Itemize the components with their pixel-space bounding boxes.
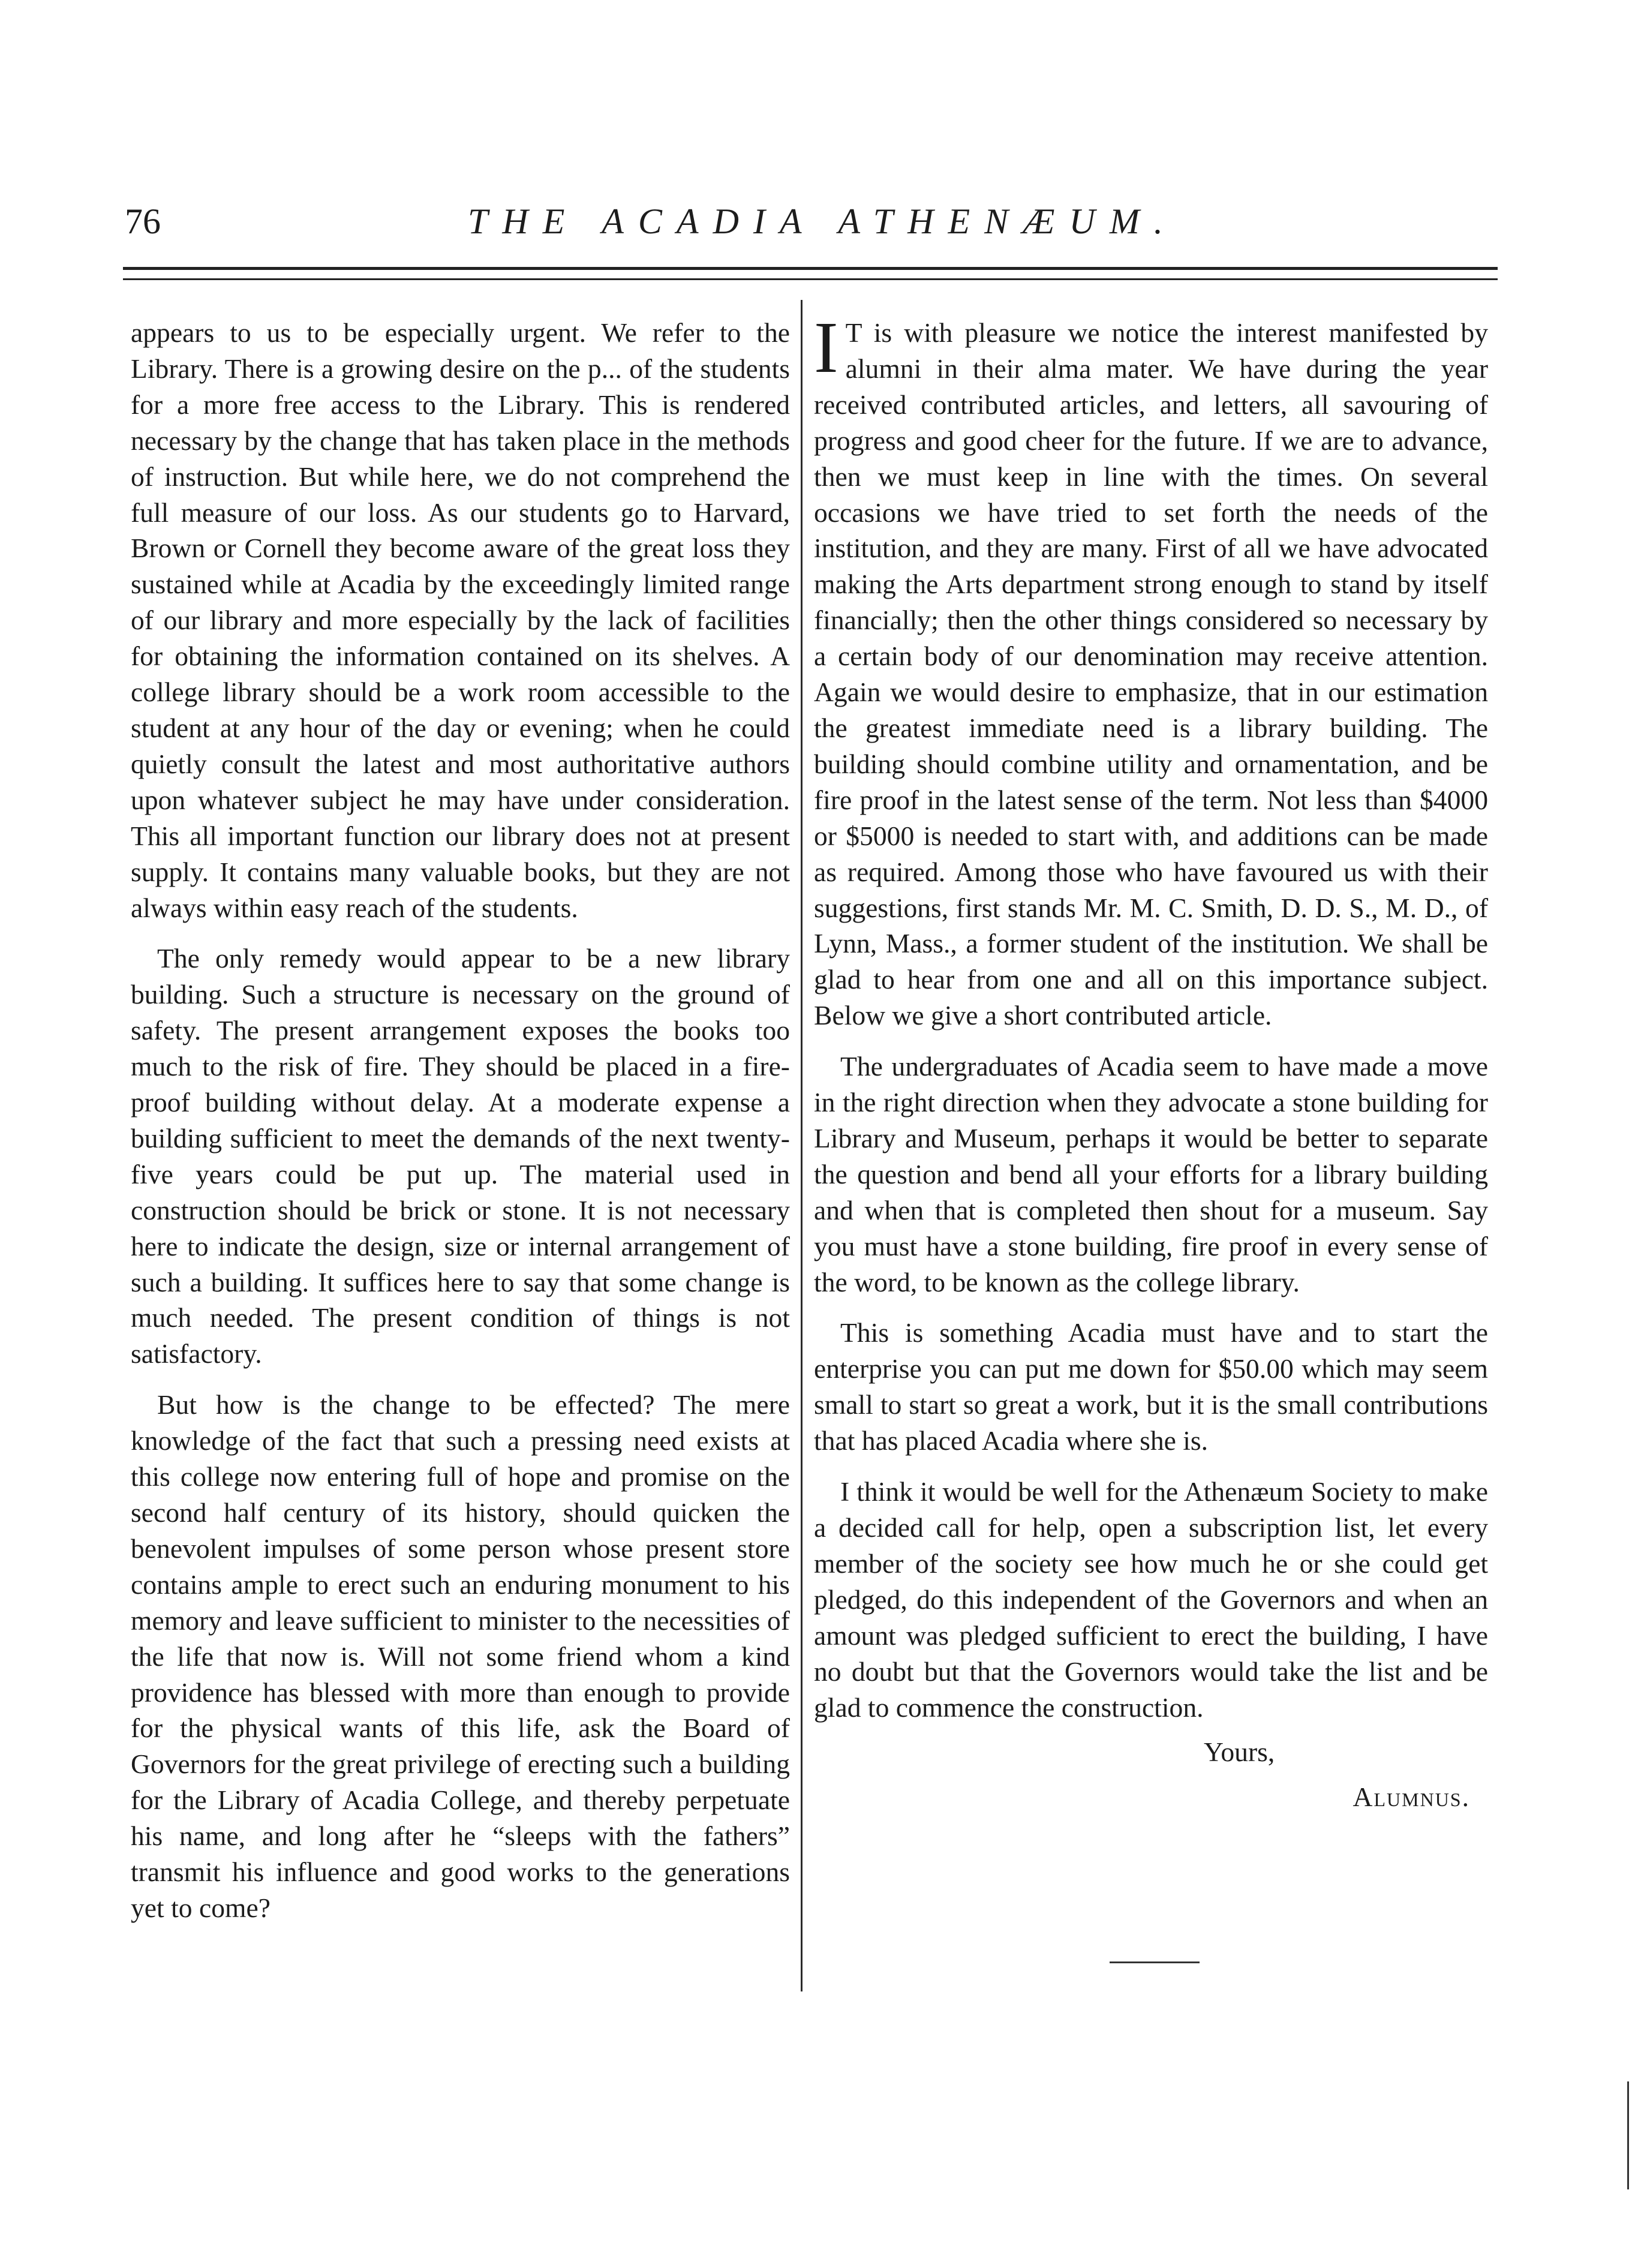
right-paragraph-1-text: T is with pleasure we notice the interest manifested by alumni in their alma mater. We have during the year received contributed articles, and letters, all savouring of progress and good cheer for the future. If we are to advance, then we must keep in line with the times. On several occasions we have tried to set forth the needs of the institution, and they are many. First of all we have advocated making the Arts department strong enough to stand by itself financially; then the other things considered so necessary by a certain body of our denomination may receive attention. Again we would desire to emphasize, that in our estimation the greatest immediate need is a library building. The building should combine utility and ornamentation, and be fire proof in the latest sense of the term. Not less than $4000 or $5000 is needed to start with, and additions can be made as required. Among those who have favoured us with their suggestions, first stands Mr. M. C. Smith, D. D. S., M. D., of Lynn, Mass., a former student of the institution. We shall be glad to hear from one and all on this importance subject. Below we give a short contributed article. bbox=[814, 317, 1488, 1031]
column-divider bbox=[801, 300, 803, 1991]
header-rule-thin bbox=[123, 278, 1498, 280]
letter-closing: Yours, bbox=[1204, 1737, 1275, 1768]
right-column bbox=[814, 307, 1488, 1848]
right-paragraph-2: The undergraduates of Acadia seem to have made a move in the right direction when they advocate a stone building for Library and Museum, perhaps it would be better to separate the question and bend all your efforts for a library building and when that is completed then shout for a museum. Say you must have a stone building, fire proof in every sense of the word, to be known as the college library. bbox=[814, 1051, 1488, 1297]
left-paragraph-2: The only remedy would appear to be a new library building. Such a structure is necessary on the ground of safety. The present arrangement exposes the books too much to the risk of fire. They should be placed in a fire-proof building without delay. At a moderate expense a building sufficient to meet the demands of the next twenty-five years could be put up. The material used in construction should be brick or stone. It is not necessary here to indicate the design, size or internal arrangement of such a building. It suffices here to say that some change is much needed. The present condition of things is not satisfactory. bbox=[131, 943, 790, 1369]
running-title: THE ACADIA ATHENÆUM. bbox=[468, 202, 1177, 241]
page-number: 76 bbox=[125, 202, 161, 241]
left-paragraph-1: appears to us to be especially urgent. We refer to the Library. There is a growing desire on the p... of the students for a more free access to the Library. This is rendered necessary by the change that has taken place in the methods of instruction. But while here, we do not comprehend the full measure of our loss. As our students go to Harvard, Brown or Cornell they become aware of the great loss they sustained while at Acadia by the exceedingly limited range of our library and more especially by the lack of facilities for obtaining the information contained on its shelves. A college library should be a work room accessible to the student at any hour of the day or evening; when he could quietly consult the latest and most authoritative authors upon whatever subject he may have under consideration. This all important function our library does not at present supply. It contains many valuable books, but they are not always within easy reach of the students. bbox=[131, 317, 790, 923]
header-rule-thick bbox=[123, 267, 1498, 270]
drop-cap: I bbox=[814, 307, 838, 388]
letter-signoff bbox=[814, 1734, 1488, 1848]
end-rule bbox=[1110, 1961, 1200, 1963]
margin-mark bbox=[1627, 2081, 1629, 2189]
left-column bbox=[131, 315, 790, 1941]
letter-signature: Alumnus. bbox=[1353, 1782, 1470, 1813]
right-paragraph-4: I think it would be well for the Athenæum Society to make a decided call for help, open a subscription list, let every member of the society see how much he or she could get pledged, do this independent of the Governors and when an amount was pledged sufficient to erect the building, I have no doubt but that the Governors would take the list and be glad to commence the construction. bbox=[814, 1476, 1488, 1723]
right-paragraph-1 bbox=[814, 307, 1488, 1034]
right-paragraph-3: This is something Acadia must have and to start the enterprise you can put me down for $50.00 which may seem small to start so great a work, but it is the small contributions that has placed Acadia where she is. bbox=[814, 1317, 1488, 1456]
left-paragraph-3: But how is the change to be effected? The mere knowledge of the fact that such a pressing need exists at this college now entering full of hope and promise on the second half century of its history, should quicken the benevolent impulses of some person whose present store contains ample to erect such an enduring monument to his memory and leave sufficient to minister to the necessities of the life that now is. Will not some friend whom a kind providence has blessed with more than enough to provide for the physical wants of this life, ask the Board of Governors for the great privilege of erecting such a building for the Library of Acadia College, and thereby perpetuate his name, and long after he “sleeps with the fathers” transmit his influence and good works to the generations yet to come? bbox=[131, 1389, 790, 1923]
